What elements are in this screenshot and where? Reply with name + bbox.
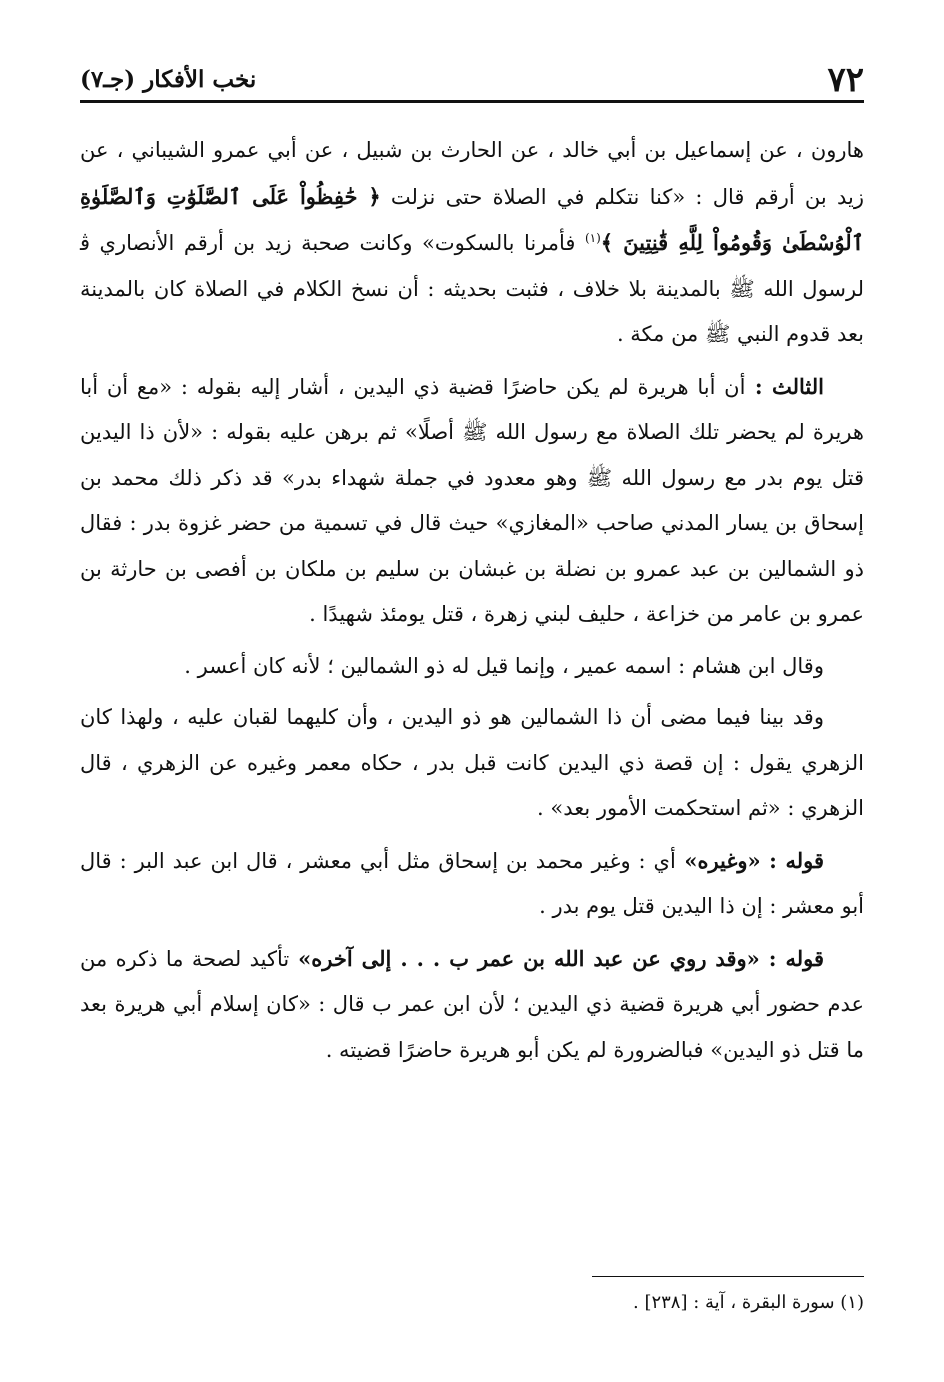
paragraph-lead: الثالث : <box>745 373 824 399</box>
paragraph <box>80 936 864 1074</box>
paragraph-text: تأكيد لصحة ما ذكره من عدم حضور أبي هريرة قضية ذي اليدين ؛ لأن ابن عمر ب قال : «كان إسلام أبي هريرة بعد ما قتل ذو اليدين» فبالضرورة لم يكن أبو هريرة حاضرًا قضيته . <box>80 946 864 1062</box>
paragraph <box>80 695 864 832</box>
paragraph-text: وقد بينا فيما مضى أن ذا الشمالين هو ذو اليدين ، وأن كليهما لقبان عليه ، ولهذا كان الزهري يقول : إن قصة ذي اليدين كانت قبل بدر ، حكاه معمر وغيره عن الزهري ، قال الزهري : «ثم استحكمت الأمور بعد» . <box>80 705 864 820</box>
paragraph-text: فأمرنا بالسكوت» وكانت صحبة زيد بن أرقم الأنصاري ﭬ لرسول الله ﷺ بالمدينة بلا خلاف ، فثبت بحديثه : أن نسخ الكلام في الصلاة كان بالمدينة بعد قدوم النبي ﷺ من مكة . <box>80 231 864 346</box>
paragraph <box>80 644 864 690</box>
footnote-rule <box>592 1276 864 1277</box>
footnote: (١) سورة البقرة ، آية : [٢٣٨] . <box>633 1292 864 1313</box>
header-rule <box>80 100 864 103</box>
paragraph-text: وقال ابن هشام : اسمه عمير ، وإنما قيل له ذو الشمالين ؛ لأنه كان أعسر . <box>184 653 824 678</box>
page-number: ٧٢ <box>827 60 864 100</box>
paragraph-lead: قوله : «وقد روي عن عبد الله بن عمر ب . . . إلى آخره» <box>289 945 824 971</box>
paragraph <box>80 128 864 358</box>
page-header <box>80 48 864 100</box>
paragraph-text: أي : وغير محمد بن إسحاق مثل أبي معشر ، قال ابن عبد البر : قال أبو معشر : إن ذا اليدين قتل يوم بدر . <box>80 848 864 918</box>
paragraph <box>80 838 864 930</box>
quran-verse: ﴿ حَٰفِظُواْ عَلَى ٱلصَّلَوَٰتِ وَٱلصَّلَوٰةِ ٱلْوُسْطَىٰ وَقُومُواْ لِلَّهِ قَٰنِتِينَ ﴾ <box>80 183 864 255</box>
paragraph <box>80 364 864 638</box>
page-body <box>80 128 864 1079</box>
paragraph-text: هارون ، عن إسماعيل بن أبي خالد ، عن الحارث بن شبيل ، عن أبي عمرو الشيباني ، عن زيد بن أرقم قال : «كنا نتكلم في الصلاة حتى نزلت <box>80 138 864 209</box>
footnote-marker: (١) <box>584 231 601 245</box>
running-title: نخب الأفكار (جـ٧) <box>80 66 257 93</box>
paragraph-lead: قوله : «وغيره» <box>675 847 825 873</box>
paragraph-text: أن أبا هريرة لم يكن حاضرًا قضية ذي اليدين ، أشار إليه بقوله : «مع أن أبا هريرة لم يحضر تلك الصلاة مع رسول الله ﷺ أصلًا» ثم برهن عليه بقوله : «لأن ذا اليدين قتل يوم بدر مع رسول الله ﷺ وهو معدود في جملة شهداء بدر» قد ذكر ذلك محمد بن إسحاق بن يسار المدني صاحب «المغازي» حيث قال في تسمية من حضر غزوة بدر : فقال ذو الشمالين بن عبد عمرو بن نضلة بن غبشان بن سليم بن ملكان بن أفصى بن حارثة بن عمرو بن عامر من خزاعة ، حليف لبني زهرة ، قتل يومئذ شهيدًا . <box>80 374 864 626</box>
